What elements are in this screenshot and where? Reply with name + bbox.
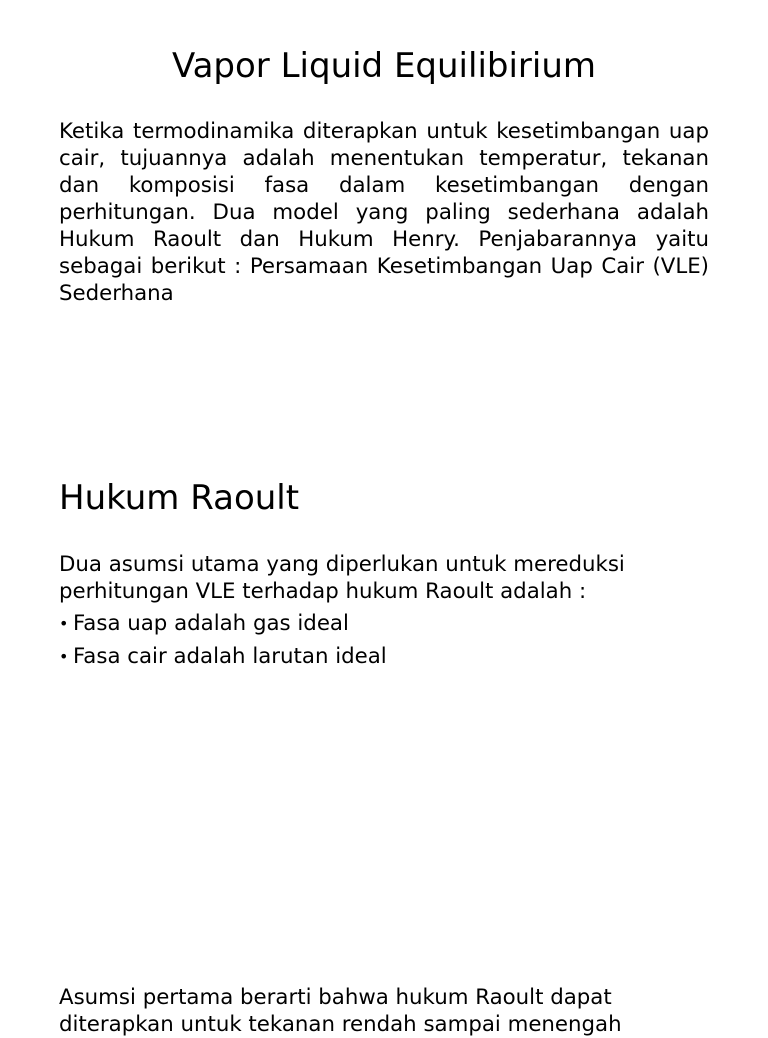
bullet-icon: • — [59, 614, 69, 633]
slide-hukum-raoult — [0, 436, 768, 976]
slide-paragraph: Dua asumsi utama yang diperlukan untuk mereduksi perhitungan VLE terhadap hukum Raoult adalah : — [59, 552, 625, 604]
list-item — [59, 643, 387, 670]
list-item-text: Fasa uap adalah gas ideal — [73, 611, 349, 636]
slide-paragraph: Ketika termodinamika diterapkan untuk kesetimbangan uap cair, tujuannya adalah menentukan temperatur, tekanan dan komposisi fasa dalam kesetimbangan dengan perhitungan. Dua model yang paling sederhana adalah Hukum Raoult dan Hukum Henry. Penjabarannya yaitu sebagai berikut : Persamaan Kesetimbangan Uap Cair (VLE) Sederhana — [59, 119, 709, 306]
slide-vle — [0, 0, 768, 436]
list-item — [59, 610, 387, 637]
slide-title: Vapor Liquid Equilibirium — [171, 46, 597, 86]
bullet-icon: • — [59, 647, 69, 666]
slide-title: Hukum Raoult — [59, 478, 300, 518]
bullet-list — [59, 610, 387, 676]
slide-asumsi — [0, 976, 768, 1037]
slide-paragraph: Asumsi pertama berarti bahwa hukum Raoult dapat diterapkan untuk tekanan rendah sampai menengah — [59, 985, 622, 1037]
list-item-text: Fasa cair adalah larutan ideal — [73, 644, 387, 669]
